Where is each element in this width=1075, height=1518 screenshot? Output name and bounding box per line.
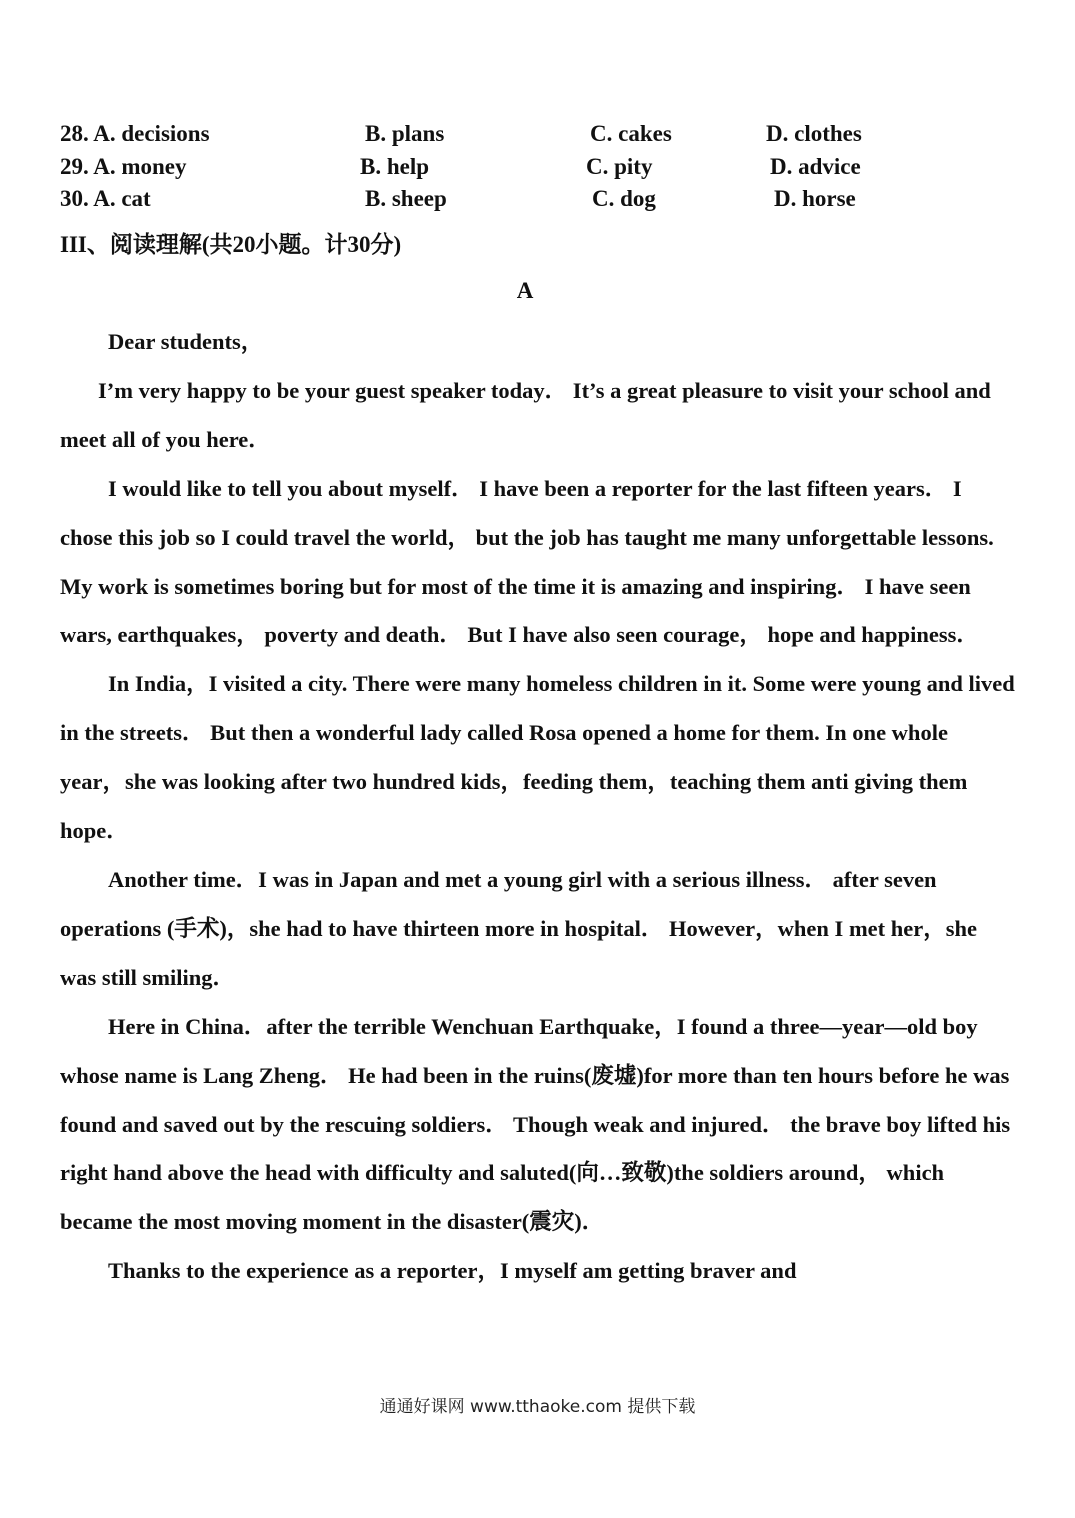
question-29-option-b: B. help	[360, 154, 430, 179]
question-28-options	[0, 121, 1075, 151]
question-29-option-c: C. pity	[586, 154, 653, 179]
question-28-option-b: B. plans	[365, 121, 445, 146]
question-30-options	[0, 186, 1075, 216]
question-30-option-b: B. sheep	[365, 186, 447, 211]
passage-paragraph: In India，I visited a city. There were many homeless children in it. Some were young and lived in the streets． But then a wonderful lady called Rosa opened a home for them. In one whole year，she was looking after two hundred kids，feeding them，teaching them anti giving them hope．	[60, 671, 1015, 844]
passage-paragraph: I’m very happy to be your guest speaker today． It’s a great pleasure to visit your school and meet all of you here．	[60, 377, 991, 452]
section-heading: III、阅读理解(共20小题。计30分)	[60, 232, 402, 257]
download-footer: 通通好课网 www.tthaoke.com 提供下载	[379, 1397, 696, 1417]
passage-paragraph: I would like to tell you about myself． I have been a reporter for the last fifteen years． I chose this job so I could travel the world， but the job has taught me many unforgettable lessons. My work is sometimes boring but for most of the time it is amazing and inspiring． I have seen wars, earthquakes， poverty and death． But I have also seen courage， hope and happiness．	[60, 475, 994, 648]
question-30-option-c: C. dog	[592, 186, 656, 211]
question-29-option-a: 29. A. money	[60, 154, 187, 179]
question-30-option-d: D. horse	[774, 186, 856, 211]
question-30-option-a: 30. A. cat	[60, 186, 151, 211]
question-28-option-d: D. clothes	[766, 121, 862, 146]
passage-greeting: Dear students，	[108, 329, 264, 354]
passage-paragraph: Another time．I was in Japan and met a young girl with a serious illness． after seven operations (手术)，she had to have thirteen more in hospital． However，when I met her，she was still smiling．	[60, 866, 978, 990]
passage-title: A	[516, 278, 534, 303]
passage-paragraph: Here in China．after the terrible Wenchuan Earthquake，I found a three—year—old boy whose name is Lang Zheng． He had been in the ruins(废墟)for more than ten hours before he was found and saved out by the rescuing soldiers． Though weak and injured． the brave boy lifted his right hand above the head with difficulty and saluted(向…致敬)the soldiers around， which became the most moving moment in the disaster(震灾)．	[60, 1013, 1011, 1235]
passage-body	[60, 318, 1018, 1296]
passage-paragraph: Thanks to the experience as a reporter，I myself am getting braver and	[108, 1258, 797, 1284]
question-28-option-c: C. cakes	[590, 121, 672, 146]
question-29-options	[0, 154, 1075, 184]
question-28-option-a: 28. A. decisions	[60, 121, 210, 146]
question-29-option-d: D. advice	[770, 154, 861, 179]
